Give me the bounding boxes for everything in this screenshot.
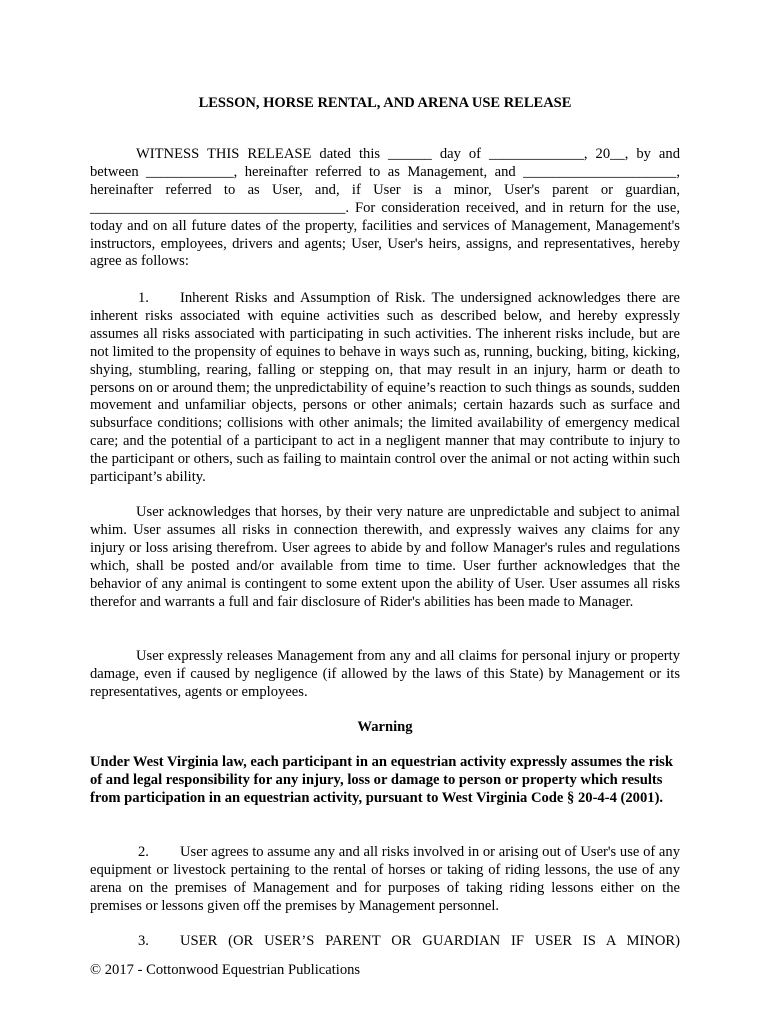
release-paragraph: User expressly releases Management from any and all claims for personal injury or property damage, even if caused by negligence (if allowed by the laws of this State) by Management or its representatives, agents or employees. [90,648,680,700]
section-3-text: USER (OR USER’S PARENT OR GUARDIAN IF USER IS A MINOR) [180,933,680,949]
warning-heading: Warning [357,719,413,735]
section-2-number: 2. [138,844,149,860]
document-title: LESSON, HORSE RENTAL, AND ARENA USE RELEASE [198,95,572,111]
section-2-paragraph [90,844,680,916]
acknowledgement-paragraph: User acknowledges that horses, by their very nature are unpredictable and subject to animal whim. User assumes all risks in connection therewith, and expressly waives any claims for any injury or loss arising therefrom. User agrees to abide by and follow Manager's rules and regulations which, shall be posted and/or available from time to time. User further acknowledges that the behavior of any animal is contingent to some extent upon the ability of User. User assumes all risks therefor and warrants a full and fair disclosure of Rider's abilities has been made to Manager. [90,504,680,610]
copyright-footer: © 2017 - Cottonwood Equestrian Publications [90,962,361,978]
warning-text: Under West Virginia law, each participant in an equestrian activity expressly assumes the risk of and legal responsibility for any injury, loss or damage to person or property which results from participation in an equestrian activity, pursuant to West Virginia Code § 20-4-4 (2001). [90,754,673,806]
section-1-number: 1. [138,290,149,306]
section-1-paragraph [90,290,680,487]
section-3-paragraph [90,933,680,951]
section-3-number: 3. [138,933,149,949]
section-2-text: User agrees to assume any and all risks involved in or arising out of User's use of any equipment or livestock pertaining to the rental of horses or taking of riding lessons, the use of any arena on the premises of Management and for purposes of taking riding lessons either on the premises or lessons given off the premises by Management personnel. [90,844,680,914]
intro-paragraph: WITNESS THIS RELEASE dated this ______ day of _____________, 20__, by and between ____________, hereinafter referred to as Management, and _____________________, hereinafter referred to as User, and, if User is a minor, User's parent or guardian, ___________________________________. For consideration received, and in return for the use, today and on all future dates of the property, facilities and services of Management, Management's instructors, employees, drivers and agents; User, User's heirs, assigns, and representatives, hereby agree as follows: [90,146,680,270]
section-1-text: Inherent Risks and Assumption of Risk. The undersigned acknowledges there are inherent risks associated with equine activities such as described below, and hereby expressly assumes all risks associated with participating in such activities. The inherent risks include, but are not limited to the propensity of equines to behave in ways such as, running, bucking, biting, kicking, shying, stumbling, rearing, falling or stepping on, that may result in an injury, harm or death to persons on or around them; the unpredictability of equine’s reaction to such things as sounds, sudden movement and unfamiliar objects, persons or other animals; certain hazards such as surface and subsurface conditions; collisions with other animals; the limited availability of emergency medical care; and the potential of a participant to act in a negligent manner that may contribute to injury to the participant or others, such as failing to maintain control over the animal or not acting within such participant’s ability. [90,290,680,486]
